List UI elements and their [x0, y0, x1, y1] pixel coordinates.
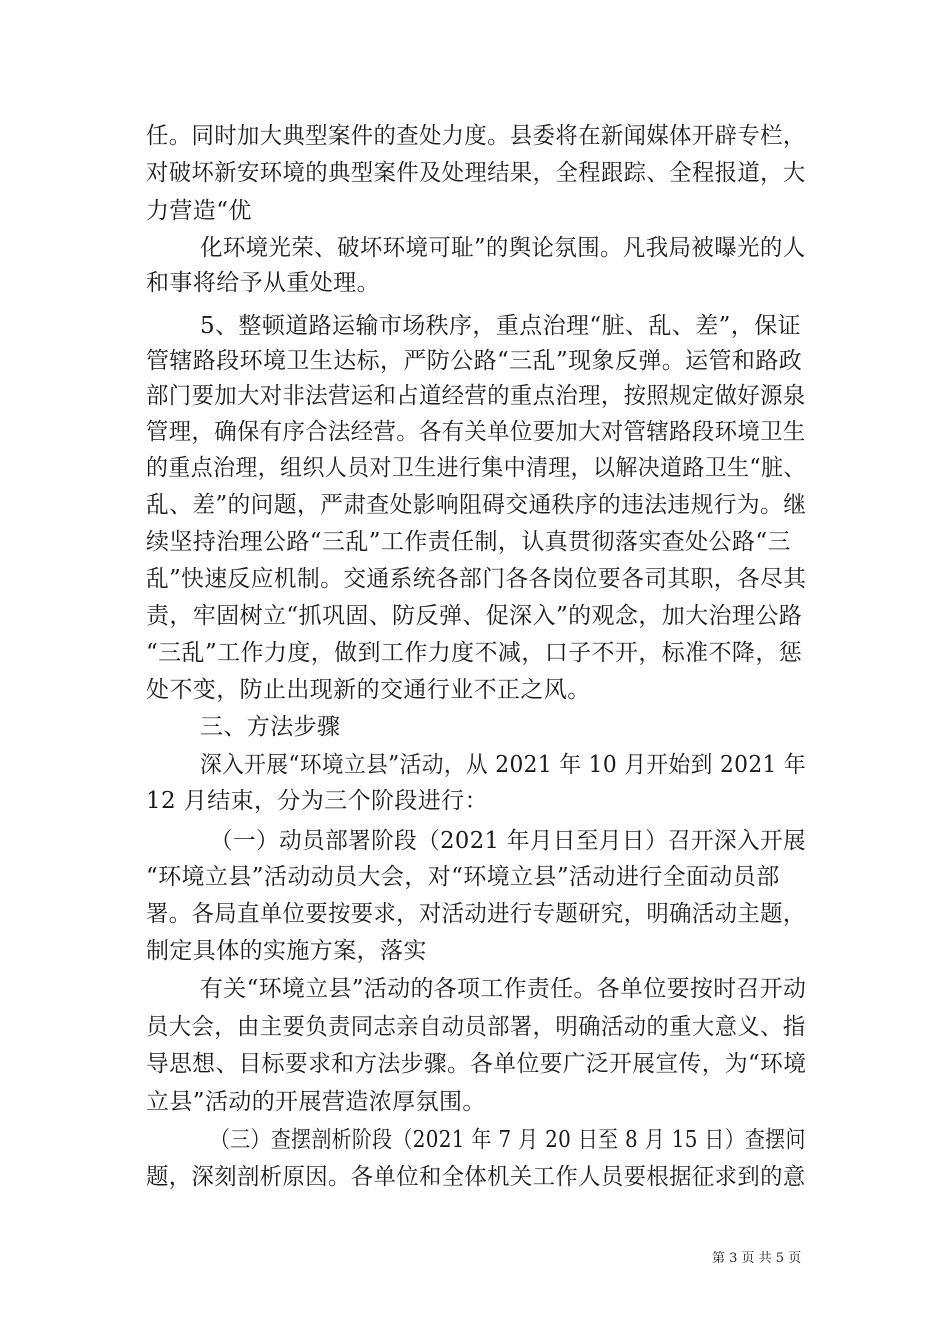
body-line-3: 力营造“优	[146, 198, 252, 224]
section-heading: 三、方法步骤	[200, 714, 341, 740]
body-line-15: “三乱”工作力度，做到工作力度不减，口子不开，标准不降，惩	[146, 640, 803, 666]
body-line-12: 续坚持治理公路“三乱”工作责任制，认真贯彻落实查处公路“三	[146, 529, 791, 555]
body-line-14: 责，牢固树立“抓巩固、防反弹、促深入”的观念，加大治理公路	[146, 603, 803, 629]
body-line-24: 有关“环境立县”活动的各项工作责任。各单位要按时召开动	[200, 976, 807, 1002]
body-line-19: 12 月结束，分为三个阶段进行：	[146, 788, 488, 814]
body-line-21: “环境立县”活动动员大会，对“环境立县”活动进行全面动员部	[146, 864, 780, 890]
body-line-6: 5、整顿道路运输市场秩序，重点治理“脏、乱、差”，保证	[200, 313, 801, 339]
body-line-18: 深入开展“环境立县”活动，从 2021 年 10 月开始到 2021 年	[200, 752, 807, 778]
page-number: 第 3 页 共 5 页	[712, 1251, 802, 1266]
body-line-11: 乱、差”的问题，严肃查处影响阻碍交通秩序的违法违规行为。继	[146, 492, 807, 518]
body-line-23: 制定具体的实施方案，落实	[146, 938, 427, 964]
body-line-29: 题，深刻剖析原因。各单位和全体机关工作人员要根据征求到的意	[146, 1164, 806, 1190]
subsection-line-1: （一）动员部署阶段（2021 年月日至月日）召开深入开展	[210, 828, 807, 854]
body-line-2: 对破坏新安环境的典型案件及处理结果，全程跟踪、全程报道，大	[146, 160, 806, 186]
body-line-25: 员大会，由主要负责同志亲自动员部署，明确活动的重大意义、指	[146, 1014, 806, 1040]
body-line-27: 立县”活动的开展营造浓厚氛围。	[146, 1089, 486, 1115]
body-line-7: 管辖路段环境卫生达标，严防公路“三乱”现象反弹。运管和路政	[146, 348, 803, 374]
body-line-22: 署。各局直单位要按要求，对活动进行专题研究，明确活动主题，	[146, 901, 806, 927]
subsection-line-3: （三）查摆剖析阶段（2021 年 7 月 20 日至 8 月 15 日）查摆问	[210, 1127, 806, 1153]
body-line-26: 导思想、目标要求和方法步骤。各单位要广泛开展宣传，为“环境	[146, 1051, 807, 1077]
body-line-16: 处不变，防止出现新的交通行业不正之风。	[146, 677, 591, 703]
body-line-9: 管理，确保有序合法经营。各有关单位要加大对管辖路段环境卫生	[146, 419, 806, 445]
body-line-10: 的重点治理，组织人员对卫生进行集中清理，以解决道路卫生“脏、	[146, 455, 806, 481]
body-line-8: 部门要加大对非法营运和占道经营的重点治理，按照规定做好源泉	[146, 383, 806, 409]
body-line-1: 任。同时加大典型案件的查处力度。县委将在新闻媒体开辟专栏，	[146, 123, 806, 149]
body-line-4: 化环境光荣、破坏环境可耻”的舆论氛围。凡我局被曝光的人	[200, 235, 806, 261]
body-line-13: 乱”快速反应机制。交通系统各部门各各岗位要各司其职，各尽其	[146, 566, 807, 592]
body-line-5: 和事将给予从重处理。	[146, 270, 380, 296]
